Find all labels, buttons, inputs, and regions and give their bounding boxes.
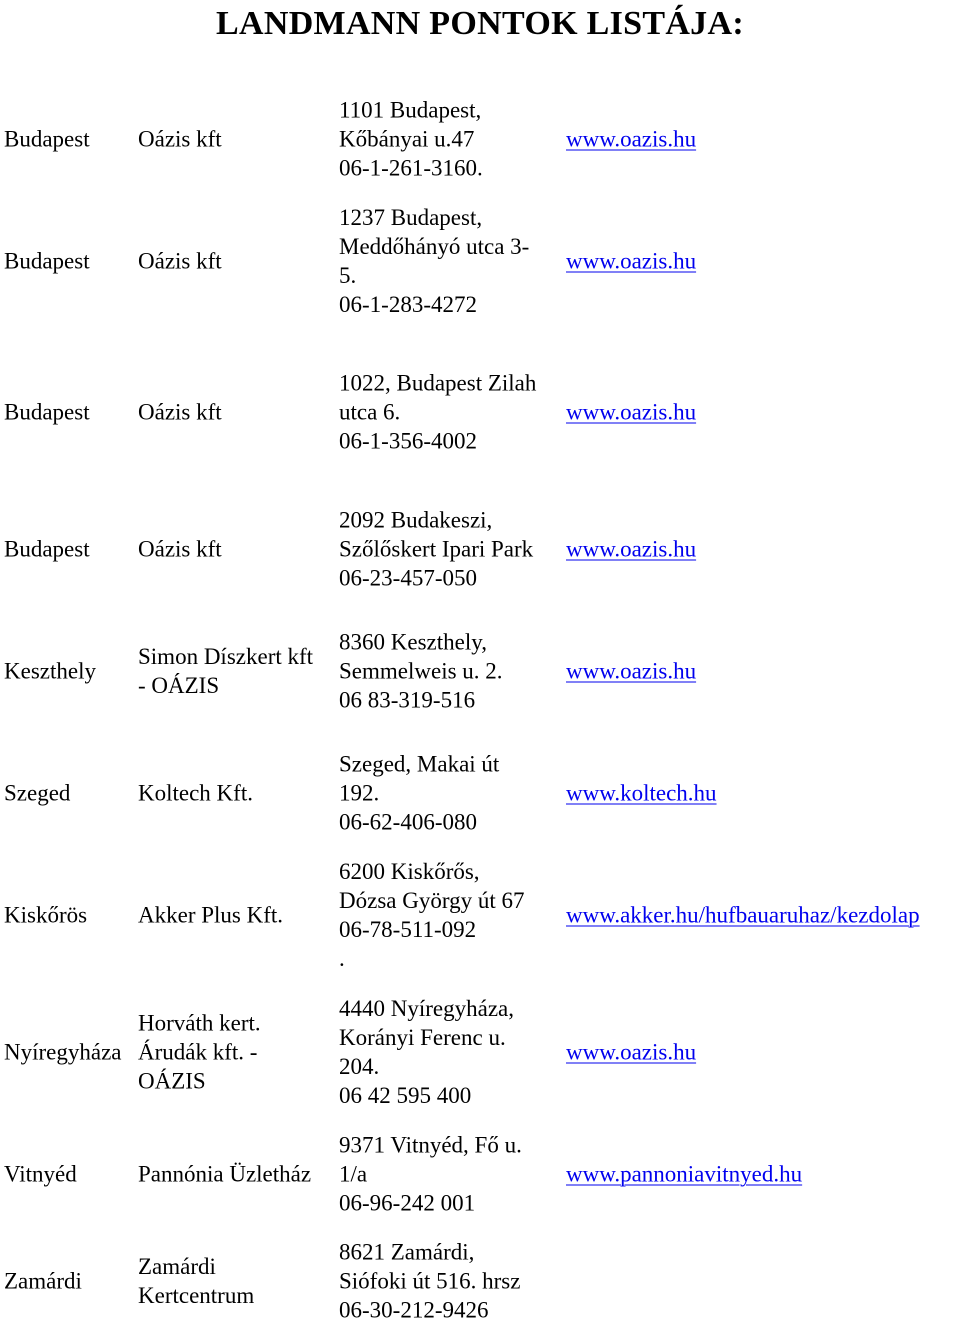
address-cell: 1237 Budapest, Meddőhányó utca 3- 5. 06-1-283-4272 xyxy=(339,205,530,317)
city-cell: Budapest xyxy=(4,126,90,152)
website-link[interactable]: www.koltech.hu xyxy=(566,780,717,806)
address-cell: 6200 Kiskőrős, Dózsa György út 67 06-78-511-092 . xyxy=(339,859,525,971)
list-row xyxy=(0,196,960,326)
website-link[interactable]: www.oazis.hu xyxy=(566,658,697,684)
list-row xyxy=(0,1124,960,1224)
city-cell: Szeged xyxy=(4,780,71,806)
address-cell: 8360 Keszthely, Semmelweis u. 2. 06 83-319-516 xyxy=(339,629,503,713)
store-name-cell: Simon Díszkert kft - OÁZIS xyxy=(138,644,314,698)
list-row xyxy=(0,362,960,462)
store-name-cell: Zamárdi Kertcentrum xyxy=(138,1254,255,1308)
list-row xyxy=(0,621,960,721)
address-cell: 1101 Budapest, Kőbányai u.47 06-1-261-3160. xyxy=(339,97,483,181)
website-link[interactable]: www.pannoniavitnyed.hu xyxy=(566,1161,803,1187)
address-cell: 8621 Zamárdi, Siófoki út 516. hrsz 06-30-212-9426 xyxy=(339,1239,521,1323)
website-link[interactable]: www.oazis.hu xyxy=(566,1039,697,1065)
store-name-cell: Oázis kft xyxy=(138,126,222,152)
city-cell: Budapest xyxy=(4,399,90,425)
city-cell: Vitnyéd xyxy=(4,1161,77,1187)
list-row xyxy=(0,743,960,843)
address-cell: 1022, Budapest Zilah utca 6. 06-1-356-4002 xyxy=(339,370,537,454)
website-link[interactable]: www.akker.hu/hufbauaruhaz/kezdolap xyxy=(566,902,920,928)
website-link[interactable]: www.oazis.hu xyxy=(566,126,697,152)
list-row xyxy=(0,850,960,980)
store-name-cell: Akker Plus Kft. xyxy=(138,902,284,928)
address-cell: Szeged, Makai út 192. 06-62-406-080 xyxy=(339,751,500,835)
list-row xyxy=(0,499,960,599)
city-cell: Keszthely xyxy=(4,658,96,684)
page-title: LANDMANN PONTOK LISTÁJA: xyxy=(216,5,744,42)
store-name-cell: Oázis kft xyxy=(138,536,222,562)
address-cell: 4440 Nyíregyháza, Korányi Ferenc u. 204. 06 42 595 400 xyxy=(339,996,514,1108)
address-cell: 2092 Budakeszi, Szőlőskert Ipari Park 06-23-457-050 xyxy=(339,507,534,591)
website-link[interactable]: www.oazis.hu xyxy=(566,399,697,425)
city-cell: Zamárdi xyxy=(4,1268,82,1294)
address-cell: 9371 Vitnyéd, Fő u. 1/a 06-96-242 001 xyxy=(339,1132,522,1216)
store-name-cell: Horváth kert. Árudák kft. - OÁZIS xyxy=(138,1010,261,1094)
store-name-cell: Oázis kft xyxy=(138,399,222,425)
store-name-cell: Oázis kft xyxy=(138,248,222,274)
store-name-cell: Koltech Kft. xyxy=(138,780,253,806)
list-row xyxy=(0,89,960,189)
store-name-cell: Pannónia Üzletház xyxy=(138,1161,312,1187)
city-cell: Nyíregyháza xyxy=(4,1039,122,1065)
website-link[interactable]: www.oazis.hu xyxy=(566,536,697,562)
list-row xyxy=(0,1236,960,1326)
city-cell: Budapest xyxy=(4,248,90,274)
list-row xyxy=(0,987,960,1117)
website-link[interactable]: www.oazis.hu xyxy=(566,248,697,274)
city-cell: Kiskőrös xyxy=(4,902,88,928)
city-cell: Budapest xyxy=(4,536,90,562)
